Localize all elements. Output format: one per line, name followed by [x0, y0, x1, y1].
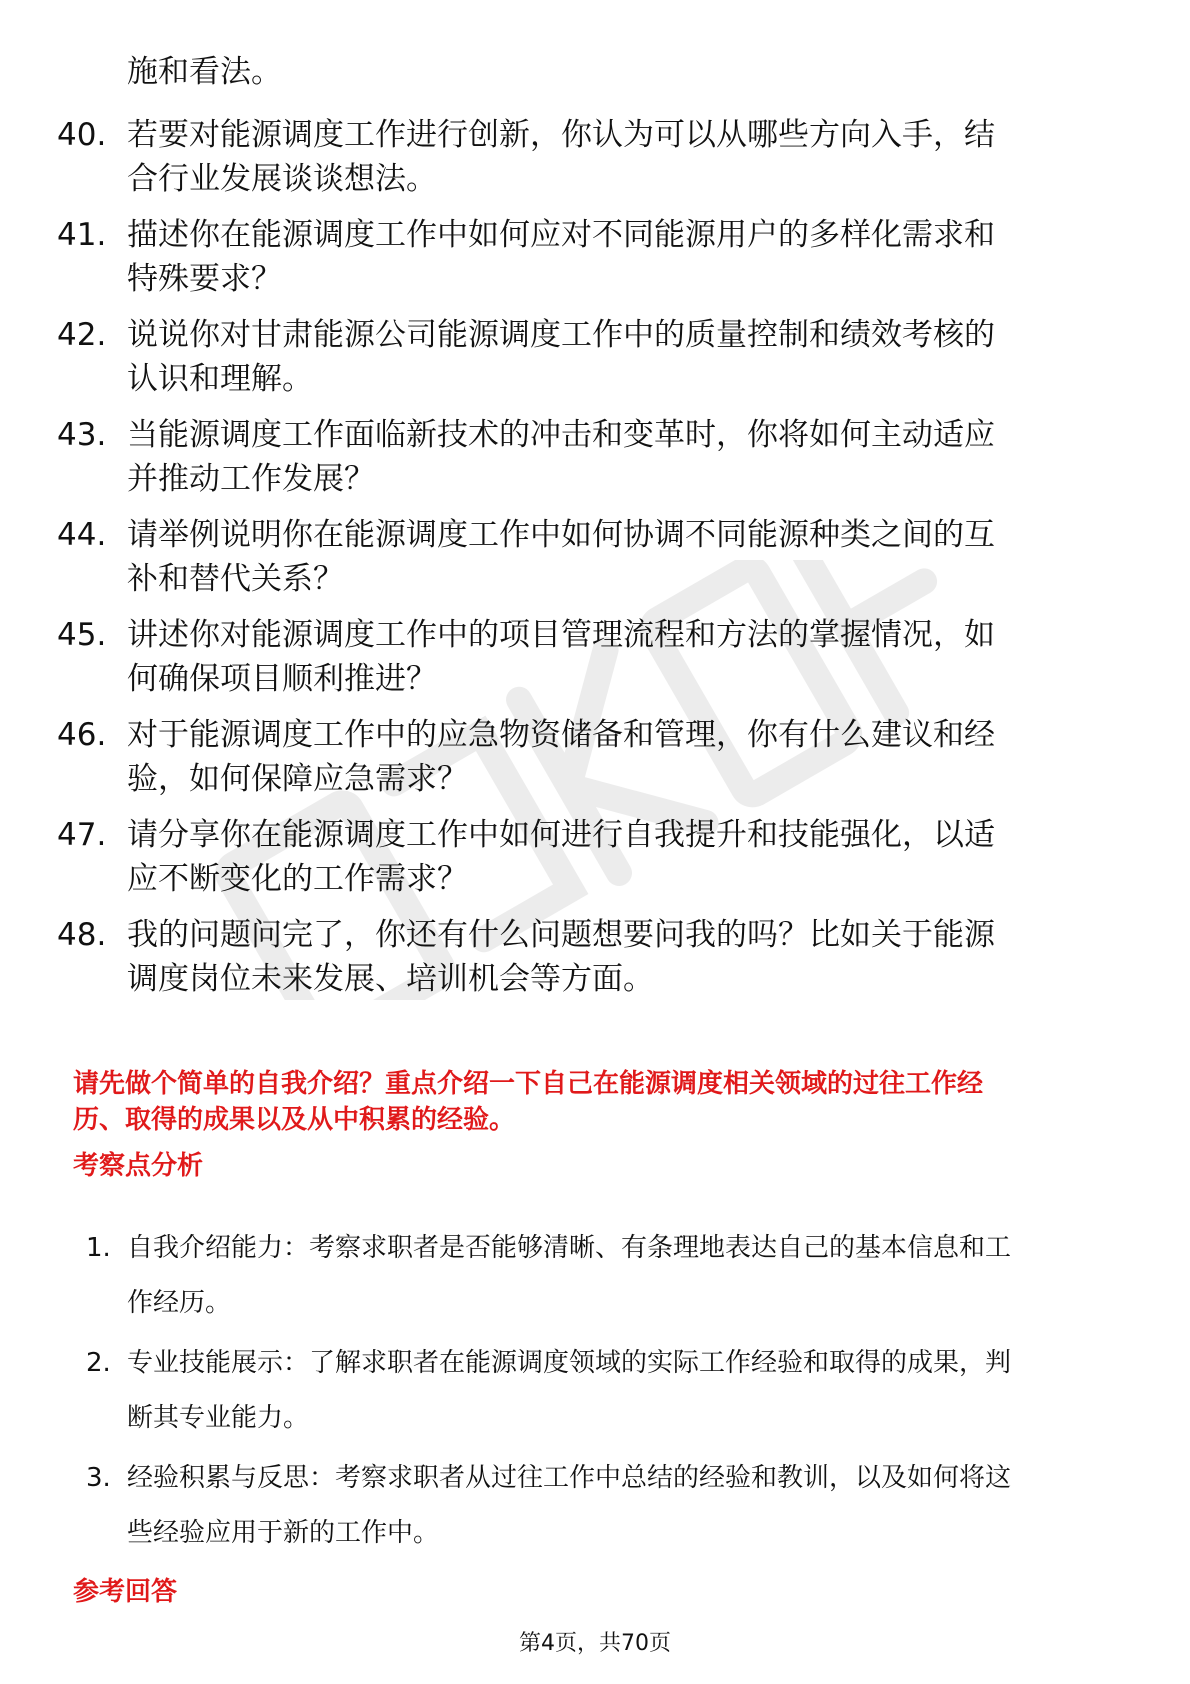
analysis-number: 3. — [86, 1463, 111, 1493]
question-item — [0, 113, 1190, 213]
question-number: 45. — [57, 617, 107, 653]
question-text: 我的问题问完了，你还有什么问题想要问我的吗？比如关于能源 — [127, 917, 995, 953]
analysis-text: 断其专业能力。 — [127, 1403, 310, 1433]
analysis-list — [0, 1228, 1190, 1573]
question-text: 若要对能源调度工作进行创新，你认为可以从哪些方向入手，结 — [127, 117, 995, 153]
page-footer: 第4页，共70页 — [519, 1631, 671, 1656]
question-number: 40. — [57, 117, 107, 153]
reference-heading: 参考回答 — [73, 1577, 178, 1607]
question-text: 讲述你对能源调度工作中的项目管理流程和方法的掌握情况，如 — [127, 617, 995, 653]
analysis-number: 2. — [86, 1348, 111, 1378]
question-item — [0, 913, 1190, 1013]
question-item — [0, 813, 1190, 913]
analysis-item — [0, 1228, 1190, 1343]
question-text: 当能源调度工作面临新技术的冲击和变革时，你将如何主动适应 — [127, 417, 995, 453]
analysis-item — [0, 1458, 1190, 1573]
question-text: 请举例说明你在能源调度工作中如何协调不同能源种类之间的互 — [127, 517, 995, 553]
analysis-heading: 考察点分析 — [73, 1151, 204, 1181]
question-number: 44. — [57, 517, 107, 553]
question-number: 43. — [57, 417, 107, 453]
question-text: 说说你对甘肃能源公司能源调度工作中的质量控制和绩效考核的 — [127, 317, 995, 353]
question-item — [0, 413, 1190, 513]
analysis-item — [0, 1343, 1190, 1458]
highlight-question: 历、取得的成果以及从中积累的经验。 — [73, 1105, 516, 1135]
question-list — [0, 113, 1190, 1013]
question-number: 41. — [57, 217, 107, 253]
question-text: 补和替代关系？ — [127, 561, 344, 597]
question-text: 请分享你在能源调度工作中如何进行自我提升和技能强化，以适 — [127, 817, 995, 853]
question-text: 并推动工作发展？ — [127, 461, 375, 497]
question-item — [0, 713, 1190, 813]
question-number: 47. — [57, 817, 107, 853]
question-text: 验，如何保障应急需求？ — [127, 761, 468, 797]
question-text: 合行业发展谈谈想法。 — [127, 161, 437, 197]
analysis-text: 作经历。 — [127, 1288, 232, 1318]
question-text: 调度岗位未来发展、培训机会等方面。 — [127, 961, 654, 997]
question-text: 对于能源调度工作中的应急物资储备和管理，你有什么建议和经 — [127, 717, 995, 753]
question-text: 认识和理解。 — [127, 361, 313, 397]
question-item — [0, 613, 1190, 713]
analysis-text: 自我介绍能力：考察求职者是否能够清晰、有条理地表达自己的基本信息和工 — [127, 1233, 1012, 1263]
continuation-text: 施和看法。 — [127, 54, 282, 90]
analysis-text: 经验积累与反思：考察求职者从过往工作中总结的经验和教训，以及如何将这 — [127, 1463, 1012, 1493]
question-number: 48. — [57, 917, 107, 953]
question-text: 特殊要求？ — [127, 261, 282, 297]
highlight-question: 请先做个简单的自我介绍？重点介绍一下自己在能源调度相关领域的过往工作经 — [73, 1069, 984, 1099]
question-item — [0, 313, 1190, 413]
analysis-number: 1. — [86, 1233, 111, 1263]
question-text: 描述你在能源调度工作中如何应对不同能源用户的多样化需求和 — [127, 217, 995, 253]
analysis-text: 专业技能展示：了解求职者在能源调度领域的实际工作经验和取得的成果，判 — [127, 1348, 1012, 1378]
question-text: 何确保项目顺利推进？ — [127, 661, 437, 697]
question-item — [0, 513, 1190, 613]
question-number: 42. — [57, 317, 107, 353]
question-number: 46. — [57, 717, 107, 753]
analysis-text: 些经验应用于新的工作中。 — [127, 1518, 440, 1548]
question-item — [0, 213, 1190, 313]
question-text: 应不断变化的工作需求？ — [127, 861, 468, 897]
